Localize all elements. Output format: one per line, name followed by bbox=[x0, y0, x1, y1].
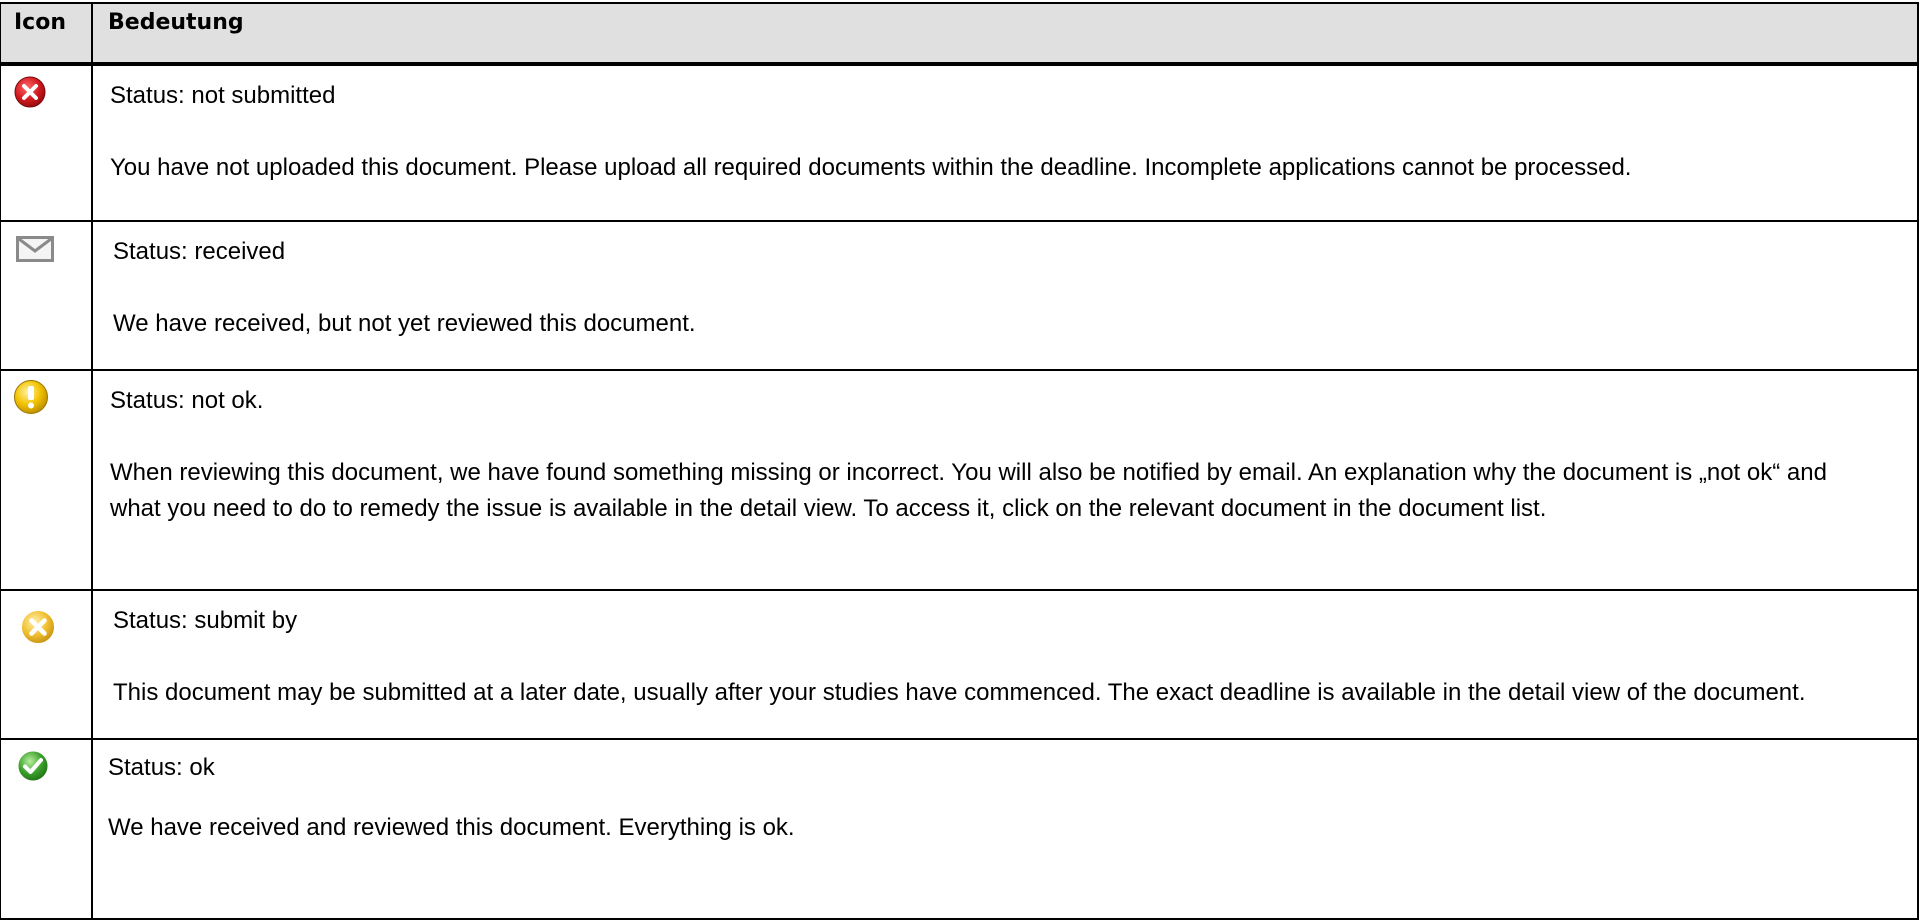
status-title: Status: received bbox=[113, 238, 286, 265]
icon-cell bbox=[1, 591, 93, 738]
meaning-column-header: Bedeutung bbox=[108, 10, 244, 35]
table-row bbox=[1, 222, 1917, 371]
table-row bbox=[1, 66, 1917, 222]
meaning-cell bbox=[93, 740, 1917, 918]
envelope-icon bbox=[16, 236, 54, 262]
green-check-circle-icon bbox=[16, 749, 50, 783]
table-row bbox=[1, 591, 1917, 740]
table-header bbox=[1, 2, 1917, 66]
status-legend-table bbox=[0, 2, 1919, 920]
status-description: We have received, but not yet reviewed this document. bbox=[113, 310, 696, 337]
icon-cell bbox=[1, 222, 93, 369]
status-title: Status: ok bbox=[108, 754, 215, 781]
status-description: You have not uploaded this document. Please upload all required documents within the deadline. Incomplete applications cannot be processed. bbox=[110, 154, 1632, 181]
icon-cell bbox=[1, 371, 93, 589]
status-title: Status: not ok. bbox=[110, 387, 264, 414]
meaning-cell bbox=[93, 222, 1917, 369]
meaning-cell bbox=[93, 371, 1917, 589]
status-description: This document may be submitted at a later date, usually after your studies have commenced. The exact deadline is available in the detail view of the document. bbox=[113, 679, 1806, 706]
status-title: Status: not submitted bbox=[110, 82, 336, 109]
table-row bbox=[1, 740, 1917, 918]
red-x-circle-icon bbox=[14, 76, 46, 108]
yellow-x-circle-icon bbox=[19, 608, 57, 646]
meaning-cell bbox=[93, 591, 1917, 738]
icon-cell bbox=[1, 740, 93, 918]
yellow-exclamation-circle-icon bbox=[13, 379, 49, 415]
meaning-cell bbox=[93, 66, 1917, 220]
table-row bbox=[1, 371, 1917, 591]
icon-column-header: Icon bbox=[1, 4, 93, 62]
status-description: We have received and reviewed this document. Everything is ok. bbox=[108, 814, 795, 841]
status-title: Status: submit by bbox=[113, 607, 298, 634]
icon-cell bbox=[1, 66, 93, 220]
status-description: When reviewing this document, we have found something missing or incorrect. You will also be notified by email. An explanation why the document is „not ok“ and what you need to do to remedy the issue is available in the detail view. To access it, click on the relevant document in the document list. bbox=[110, 459, 1827, 522]
